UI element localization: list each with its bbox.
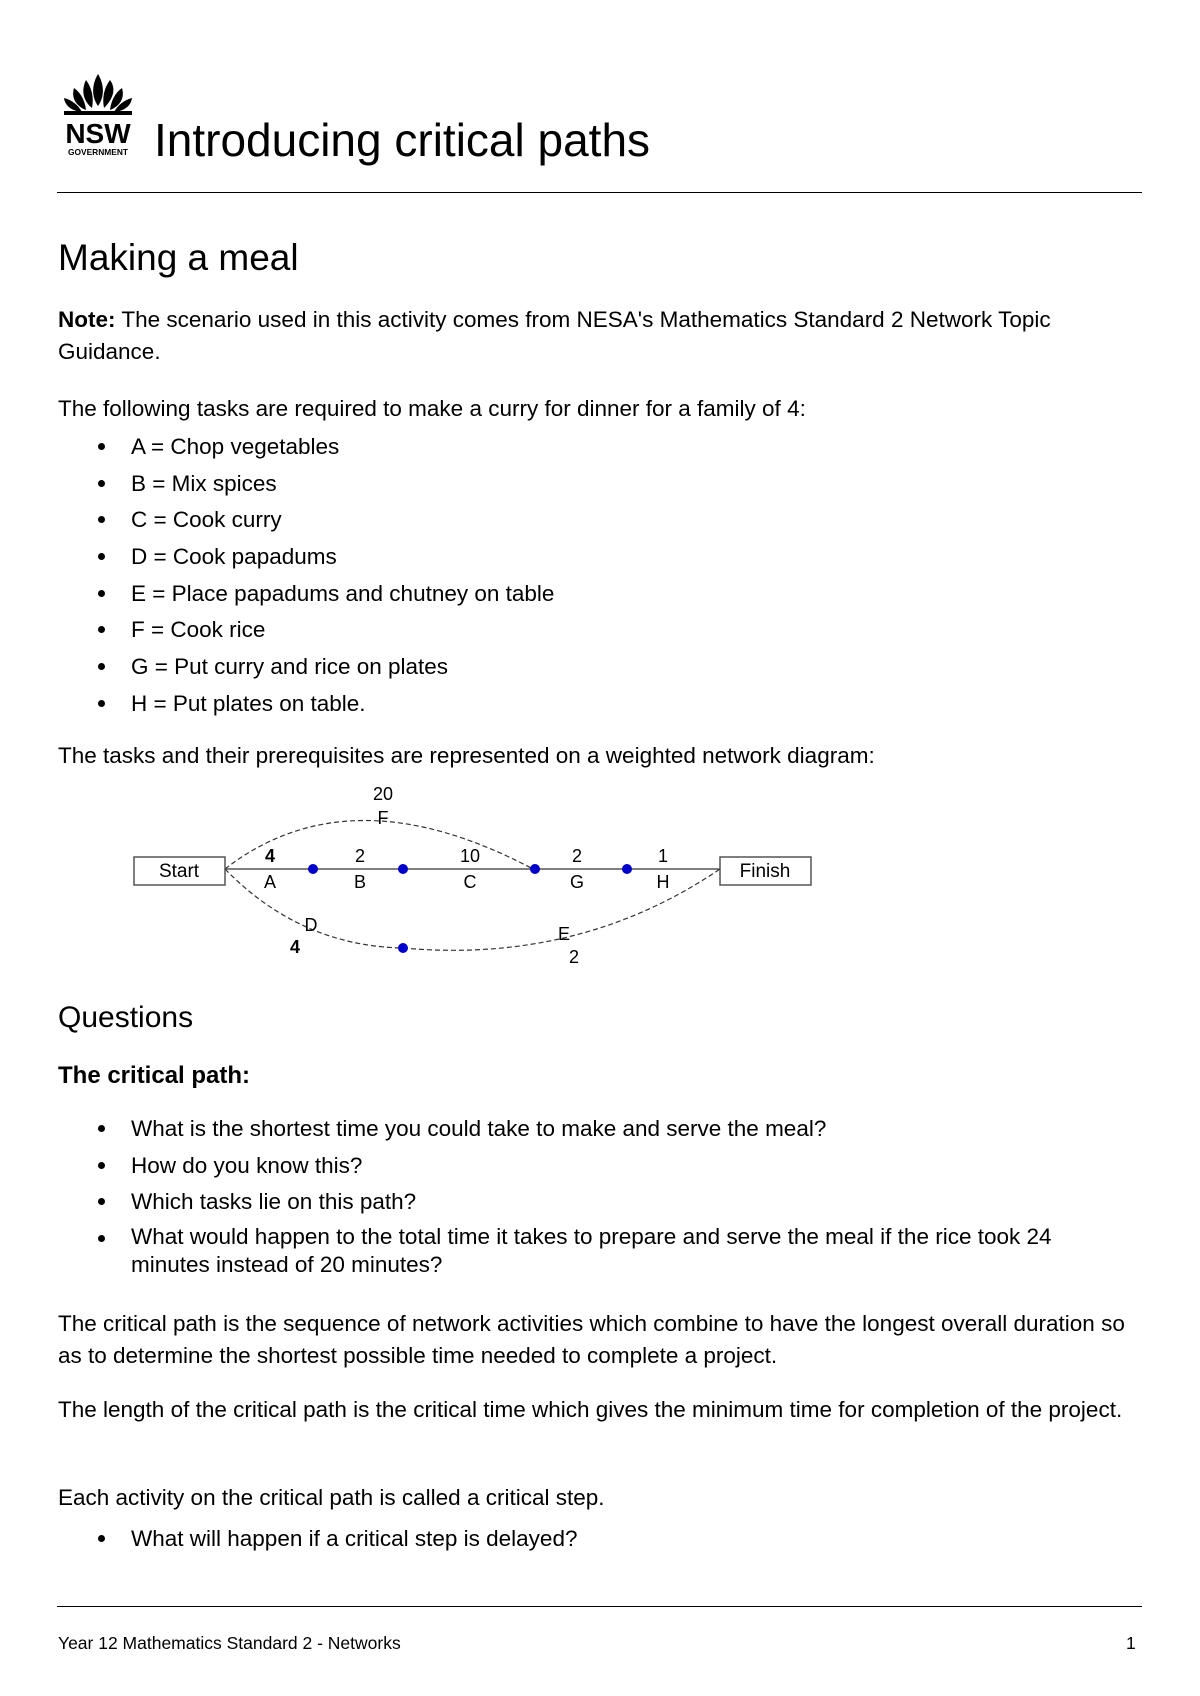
network-diagram [120,780,820,980]
weight-c: 10 [459,846,481,866]
list-item: A = Chop vegetables [58,431,554,468]
finish-label: Finish [739,861,791,882]
weight-h: 1 [657,846,669,866]
nsw-government-logo [56,68,140,160]
list-item: What will happen if a critical step is delayed? [58,1523,577,1560]
letter-f: F [377,808,389,828]
list-item: F = Cook rice [58,614,554,651]
final-question-list [58,1523,577,1560]
list-item: What would happen to the total time it takes to prepare and serve the meal if the rice took 24 minutes instead of 20 minutes? [58,1223,1148,1285]
weight-e: 2 [568,947,580,967]
question-list [58,1113,1148,1285]
logo-subtext: GOVERNMENT [67,147,129,157]
letter-h: H [656,872,670,892]
letter-e: E [557,924,571,944]
node-cg [530,864,540,874]
letter-b: B [353,872,367,892]
list-item: D = Cook papadums [58,541,554,578]
note-paragraph [58,304,1148,368]
weight-d: 4 [289,937,301,957]
edge-d [225,869,403,948]
node-bc [398,864,408,874]
section-heading: Making a meal [58,237,299,278]
critical-path-subheading: The critical path: [58,1062,251,1089]
logo-text: NSW [65,118,131,149]
page-title: Introducing critical paths [154,114,651,166]
list-item: C = Cook curry [58,504,554,541]
list-item: B = Mix spices [58,468,554,505]
questions-heading: Questions [58,1001,194,1034]
note-label: Note: [58,307,116,332]
node-de [398,943,408,953]
list-item: What is the shortest time you could take to make and serve the meal? [58,1113,1148,1150]
footer-text: Year 12 Mathematics Standard 2 - Networks [58,1633,401,1653]
definition-paragraph: The critical path is the sequence of network activities which combine to have the longest overall duration so as to determine the shortest possible time needed to complete a project. [58,1311,1125,1368]
definition-paragraph: Each activity on the critical path is called a critical step. [58,1485,605,1510]
footer-divider [57,1606,1142,1607]
weight-g: 2 [571,846,583,866]
node-gh [622,864,632,874]
letter-c: C [463,872,477,892]
letter-a: A [263,872,277,892]
weight-a: 4 [264,846,276,866]
letter-g: G [569,872,585,892]
list-item: Which tasks lie on this path? [58,1186,1148,1223]
list-item: H = Put plates on table. [58,688,554,725]
list-item: E = Place papadums and chutney on table [58,578,554,615]
page-number: 1 [1126,1633,1136,1653]
definition-paragraph: The length of the critical path is the critical time which gives the minimum time for completion of the project. [58,1397,1123,1422]
weight-f: 20 [372,784,394,804]
letter-d: D [304,915,318,935]
list-item: How do you know this? [58,1150,1148,1187]
weight-b: 2 [354,846,366,866]
node-ab [308,864,318,874]
note-text: The scenario used in this activity comes from NESA's Mathematics Standard 2 Network Topic Guidance. [58,307,1051,364]
start-label: Start [158,861,200,882]
diagram-intro: The tasks and their prerequisites are represented on a weighted network diagram: [58,743,875,768]
header-divider [57,192,1142,193]
intro-paragraph: The following tasks are required to make a curry for dinner for a family of 4: [58,396,806,421]
list-item: G = Put curry and rice on plates [58,651,554,688]
task-list [58,431,554,725]
